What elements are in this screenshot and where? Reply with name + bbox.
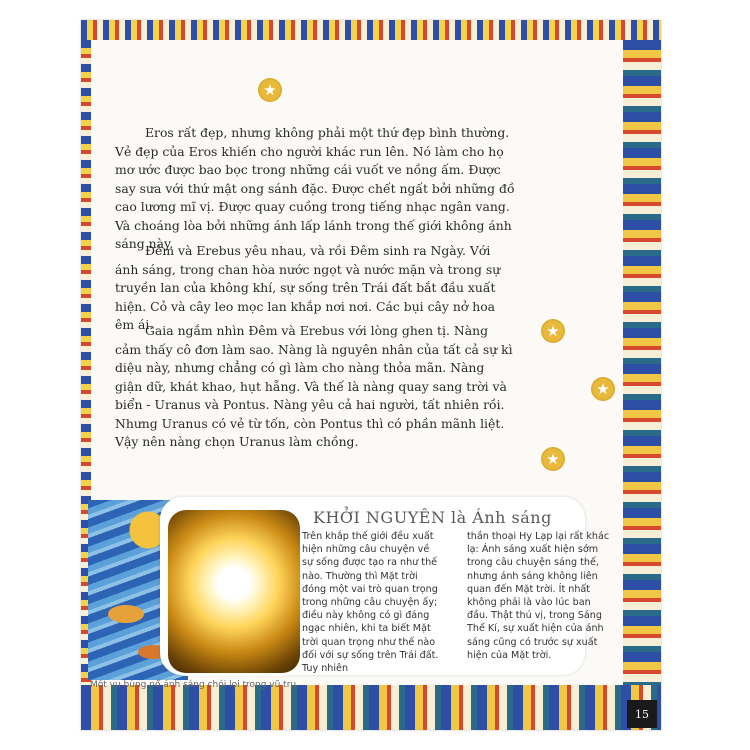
paragraph-gaia: Gaia ngắm nhìn Đêm và Erebus với lòng ghen tị. Nàng cảm thấy cô đơn làm sao. Nàng là nguyên nhân của tất cả sự kì diệu này, nhưng chẳng có gì làm cho nàng thỏa mãn. Nàng giận dữ, khát khao, hụt hẫng. Và thế là nàng quay sang trời và biển - Uranus và Pontus. Nàng yêu cả hai người, tất nhiên rồi. Nhưng Uranus có vẻ từ tốn, còn Pontus thì có phần mãnh liệt. Vậy nên nàng chọn Uranus làm chồng. xyxy=(115,323,513,449)
star-icon: ★ xyxy=(258,78,282,102)
light-burst-image xyxy=(168,510,300,673)
star-icon: ★ xyxy=(591,377,615,401)
page-number: 15 xyxy=(627,700,657,728)
sidebar-title: KHỞI NGUYÊN là Ánh sáng xyxy=(313,508,552,527)
image-caption: Một vụ bùng nổ ánh sáng chói lọi trong vũ trụ xyxy=(90,680,297,690)
decorative-border-top xyxy=(81,20,661,40)
sidebar-column-1: Trên khắp thế giới đều xuất hiện những câu chuyện về sự sống được tạo ra như thế nào. Thường thì Mặt trời đóng một vai trò quan trọng trong những câu chuyện ấy; điều này không có gì đáng ngạc nhiên, khi ta biết Mặt trời quan trọng như thế nào đối với sự sống trên Trái đất. Tuy nhiên xyxy=(302,531,439,675)
decorative-border-right xyxy=(623,40,661,710)
star-icon: ★ xyxy=(541,319,565,343)
paragraph-night-erebus: Đêm và Erebus yêu nhau, và rồi Đêm sinh ra Ngày. Với ánh sáng, trong chan hòa nước ngọt và nước mặn và trong sự truyền lan của không khí, sự sống trên Trái đất bắt đầu xuất hiện. Cỏ và cây leo mọc lan khắp nơi nơi. Các bụi cây nở hoa êm ái. xyxy=(115,243,501,332)
decorative-border-bottom xyxy=(81,685,661,730)
paragraph-eros: Eros rất đẹp, nhưng không phải một thứ đẹp bình thường. Vẻ đẹp của Eros khiến cho người khác run lên. Nó làm cho họ mơ ước được bao bọc trong những cái vuốt ve nồng ấm. Được say sưa với thứ mật ong sánh đặc. Được chết ngất bởi những đồ cao lương mĩ vị. Được quay cuồng trong tiếng nhạc ngân vang. Và choáng lòa bởi những ánh lấp lánh trong thế giới không ánh sáng này. xyxy=(115,125,515,251)
sidebar-column-2: thần thoại Hy Lạp lại rất khác lạ: Ánh sáng xuất hiện sớm trong câu chuyện sáng thế, nhưng ánh sáng không liên quan đến Mặt trời. Ít nhất không phải là vào lúc ban đầu. Thật thú vị, trong Sáng Thế Kí, sự xuất hiện của ánh sáng cũng có trước sự xuất hiện của Mặt trời. xyxy=(467,531,610,661)
star-icon: ★ xyxy=(541,447,565,471)
fish-illustration xyxy=(108,605,144,623)
